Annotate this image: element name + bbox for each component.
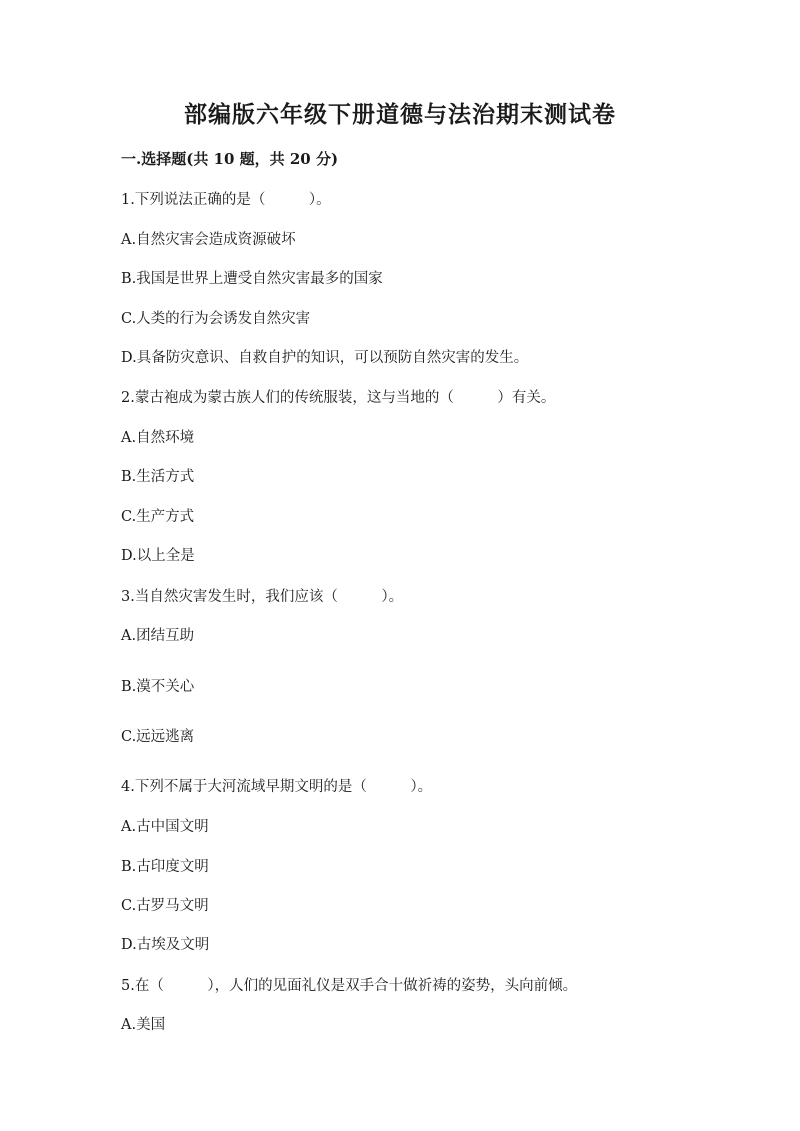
question-1-option-b: B.我国是世界上遭受自然灾害最多的国家 (121, 271, 383, 287)
question-2-option-b: B.生活方式 (121, 469, 195, 485)
question-4-option-b: B.古印度文明 (121, 859, 209, 875)
question-2: 2.蒙古袍成为蒙古族人们的传统服装，这与当地的（ ）有关。 (121, 390, 556, 406)
question-5: 5.在（ ），人们的见面礼仪是双手合十做祈祷的姿势，头向前倾。 (121, 978, 578, 994)
question-3-option-a: A.团结互助 (121, 628, 195, 644)
question-1-option-d: D.具备防灾意识、自救自护的知识，可以预防自然灾害的发生。 (121, 350, 529, 366)
question-4-option-d: D.古埃及文明 (121, 937, 210, 953)
question-2-option-d: D.以上全是 (121, 548, 195, 564)
question-2-option-a: A.自然环境 (121, 430, 195, 446)
question-1: 1.下列说法正确的是（ ）。 (121, 192, 331, 208)
page-title: 部编版六年级下册道德与法治期末测试卷 (184, 101, 616, 128)
question-2-option-c: C.生产方式 (121, 509, 195, 525)
question-1-option-c: C.人类的行为会诱发自然灾害 (121, 311, 311, 327)
question-4-option-a: A.古中国文明 (121, 819, 209, 835)
question-4-option-c: C.古罗马文明 (121, 898, 209, 914)
question-5-option-a: A.美国 (121, 1017, 166, 1033)
question-3-option-b: B.漠不关心 (121, 679, 195, 695)
question-1-option-a: A.自然灾害会造成资源破坏 (121, 232, 296, 248)
question-3-option-c: C.远远逃离 (121, 729, 195, 745)
question-3: 3.当自然灾害发生时，我们应该（ ）。 (121, 589, 404, 605)
question-4: 4.下列不属于大河流域早期文明的是（ ）。 (121, 779, 433, 795)
section-heading: 一.选择题(共 10 题，共 20 分) (121, 150, 339, 168)
